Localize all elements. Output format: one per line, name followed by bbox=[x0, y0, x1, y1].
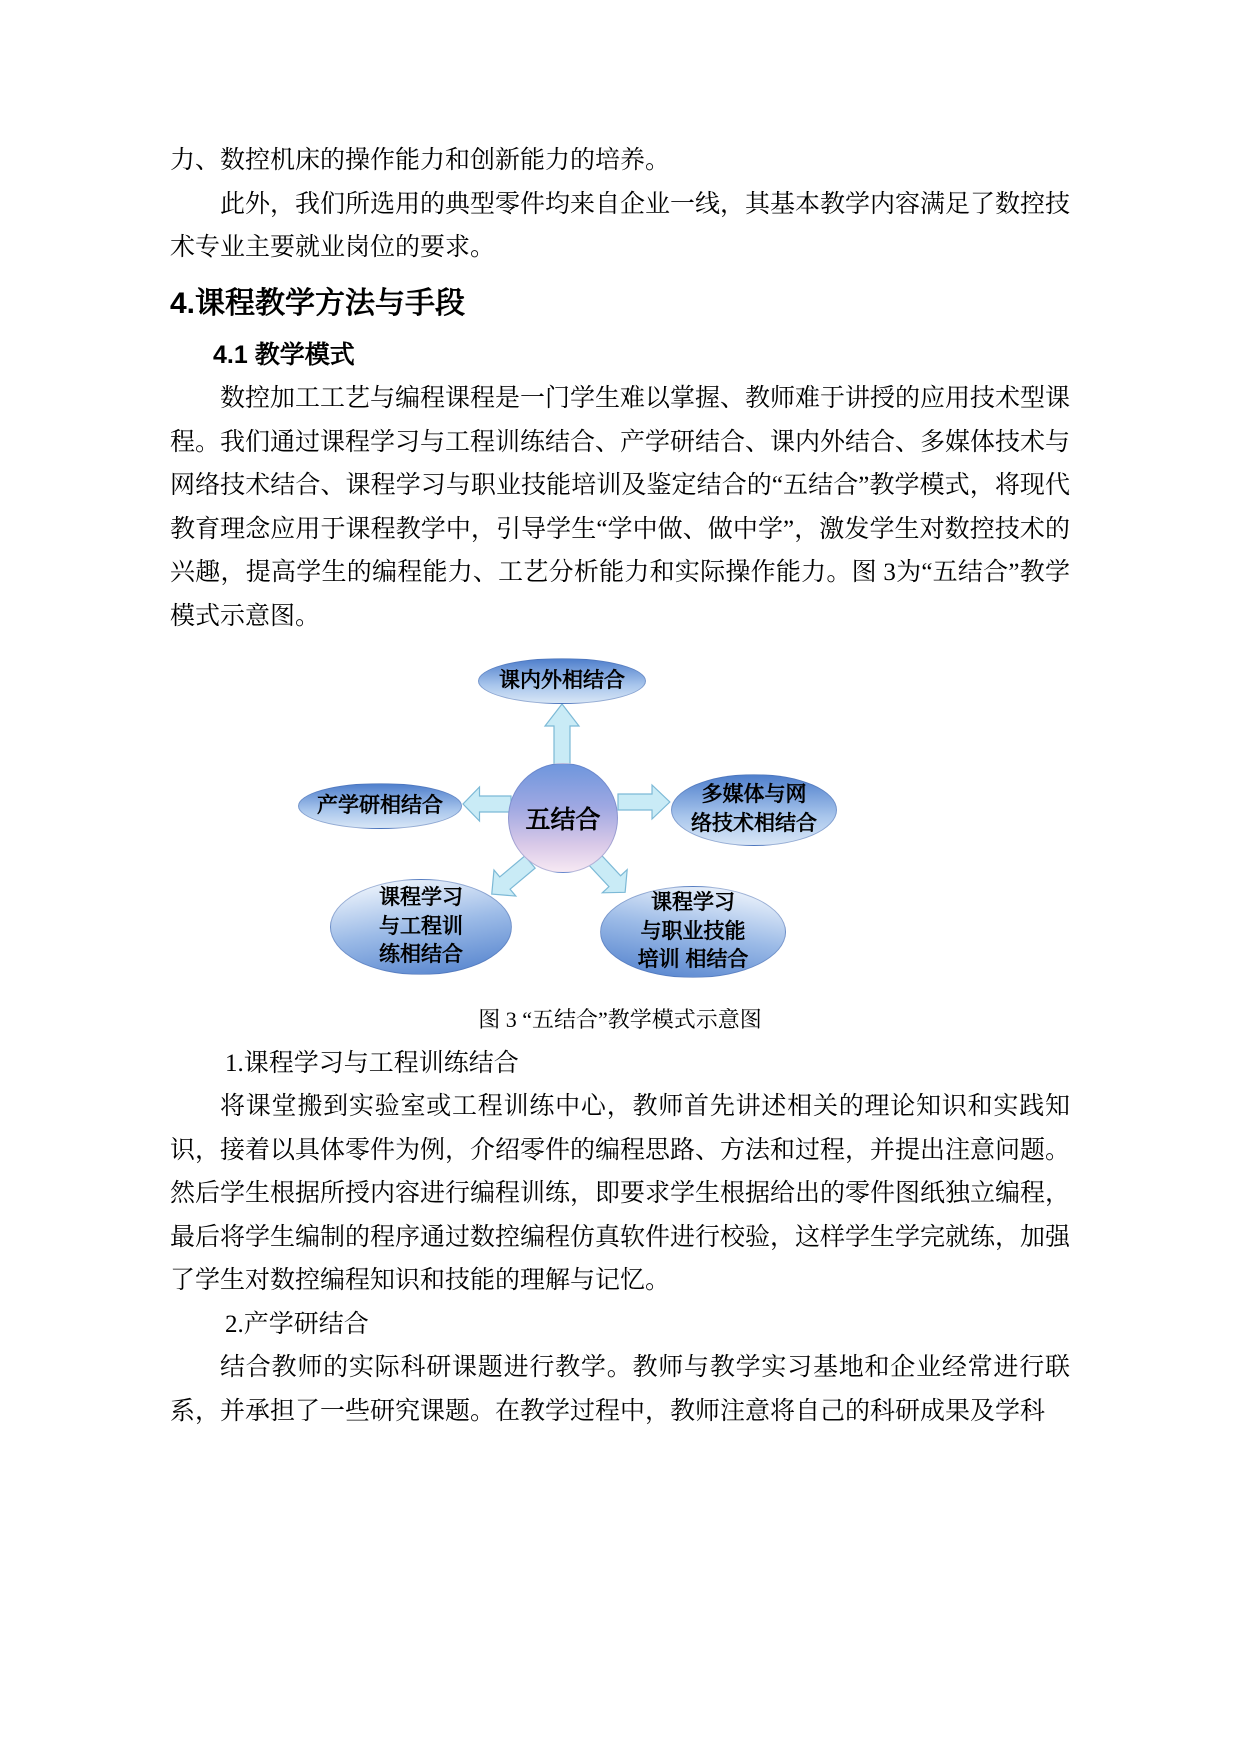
five-combination-diagram bbox=[170, 638, 1070, 998]
item-2-paragraph: 结合教师的实际科研课题进行教学。教师与教学实习基地和企业经常进行联系，并承担了一些研究课题。在教学过程中，教师注意将自己的科研成果及学科 bbox=[170, 1354, 1070, 1425]
node-course-engineering-training bbox=[330, 879, 512, 975]
section-heading: 4.课程教学方法与手段 bbox=[170, 286, 466, 320]
node-label bbox=[379, 884, 463, 971]
node-label-line: 培训 相结合 bbox=[637, 948, 749, 972]
paragraph-continuation: 力、数控机床的操作能力和创新能力的培养。 bbox=[170, 147, 671, 174]
arrow-up-icon bbox=[545, 704, 579, 768]
node-label-line: 与职业技能 bbox=[640, 919, 746, 943]
subsection-heading: 4.1 教学模式 bbox=[213, 340, 355, 369]
item-2-title: 2.产学研结合 bbox=[225, 1310, 369, 1338]
center-node-label: 五结合 bbox=[525, 806, 601, 834]
figure-caption: 图 3 “五结合”教学模式示意图 bbox=[478, 1007, 762, 1032]
node-label-line: 络技术相结合 bbox=[691, 812, 817, 835]
node-in-out-class bbox=[478, 658, 646, 704]
node-industry-study-research bbox=[298, 783, 462, 829]
arrow-left-icon bbox=[463, 787, 511, 821]
node-label-line: 练相结合 bbox=[379, 943, 463, 967]
node-label-line: 课程学习 bbox=[379, 885, 463, 909]
item-1-paragraph: 将课堂搬到实验室或工程训练中心，教师首先讲述相关的理论知识和实践知识，接着以具体零件为例，介绍零件的编程思路、方法和过程，并提出注意问题。然后学生根据所授内容进行编程训练，即要求学生根据给出的零件图纸独立编程，最后将学生编制的程序通过数控编程仿真软件进行校验，这样学生学完就练，加强了学生对数控编程知识和技能的理解与记忆。 bbox=[170, 1093, 1071, 1294]
node-label-line: 多媒体与网 bbox=[701, 783, 807, 807]
node-label-line: 与工程训 bbox=[379, 914, 463, 938]
node-label bbox=[638, 889, 749, 976]
node-vocational-skill-training bbox=[600, 886, 786, 978]
paragraph-additional: 此外，我们所选用的典型零件均来自企业一线，其基本教学内容满足了数控技术专业主要就业岗位的要求。 bbox=[170, 190, 1071, 261]
node-label: 课内外相结合 bbox=[499, 668, 625, 692]
node-label: 产学研相结合 bbox=[317, 793, 443, 817]
item-1-title: 1.课程学习与工程训练结合 bbox=[225, 1049, 519, 1077]
arrow-right-icon bbox=[618, 785, 670, 819]
page-content bbox=[170, 139, 1070, 1433]
node-multimedia-network bbox=[671, 774, 837, 846]
node-label-line: 课程学习 bbox=[651, 890, 735, 914]
center-node-five-combination bbox=[508, 763, 618, 873]
node-label bbox=[691, 781, 817, 839]
paragraph-teaching-mode: 数控加工工艺与编程课程是一门学生难以掌握、教师难于讲授的应用技术型课程。我们通过课程学习与工程训练结合、产学研结合、课内外结合、多媒体技术与网络技术结合、课程学习与职业技能培训及鉴定结合的“五结合”教学模式，将现代教育理念应用于课程教学中，引导学生“学中做、做中学”，激发学生对数控技术的兴趣，提高学生的编程能力、工艺分析能力和实际操作能力。图 3为“五结合”教学模式示意图。 bbox=[170, 385, 1071, 630]
